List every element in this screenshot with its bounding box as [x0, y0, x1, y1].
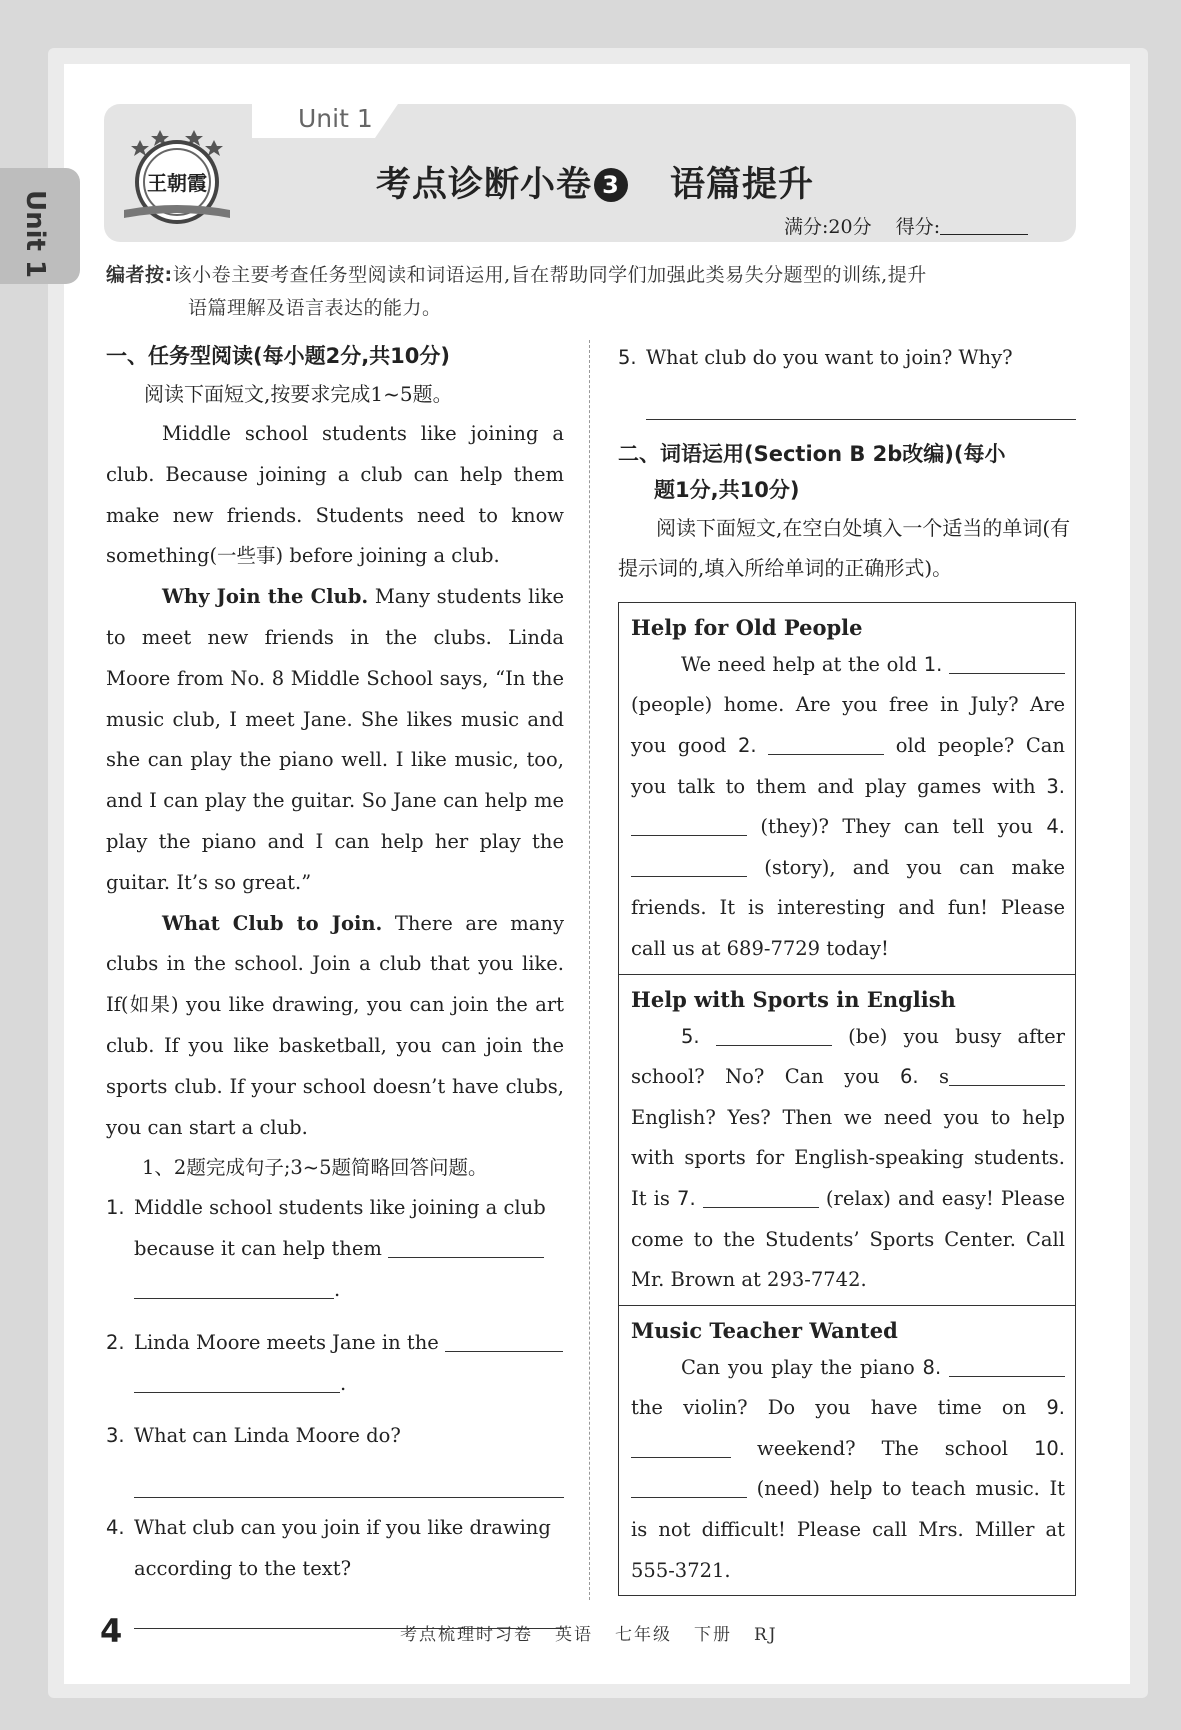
passage-para-3: What Club to Join. There are many clubs in the school. Join a club that you like. If(如果) you like drawing, you can join the art club. If you like basketball, you can join the sports club. If your school doesn’t have clubs, you can start a club.: [106, 911, 564, 1139]
answer-blank-1a[interactable]: [388, 1238, 544, 1258]
question-2-cont: .: [106, 1364, 564, 1405]
blank-1[interactable]: [949, 654, 1065, 674]
question-3: 3. What can Linda Moore do?: [106, 1424, 401, 1448]
question-5: 5. What club do you want to join? Why?: [618, 346, 1013, 369]
ad-old-people-title: Help for Old People: [631, 614, 863, 640]
editor-note: 编者按:该小卷主要考查任务型阅读和词语运用,旨在帮助同学们加强此类易失分题型的训练,提升 语篇理解及语言表达的能力。: [106, 264, 927, 319]
section2-title-cont: 题1分,共10分): [654, 477, 800, 502]
question-2: 2. Linda Moore meets Jane in the: [106, 1323, 564, 1364]
ad-old-people: [619, 603, 1075, 974]
unit-label: Unit 1: [298, 104, 373, 133]
blank-8[interactable]: [949, 1357, 1065, 1377]
passage-para-1: Middle school students like joining a club. Because joining a club can help them make new friends. Students need to know something(一些事) before joining a club.: [106, 422, 564, 568]
score-blank[interactable]: [940, 215, 1028, 235]
left-column: [106, 338, 564, 1629]
answer-line-3[interactable]: [134, 1497, 564, 1498]
section2-title: 二、词语运用(Section B 2b改编)(每小: [618, 441, 1006, 466]
blank-6[interactable]: [949, 1066, 1065, 1086]
ad-music-title: Music Teacher Wanted: [631, 1317, 898, 1343]
passage-para-2: Why Join the Club. Many students like to meet new friends in the clubs. Linda Moore from No. 8 Middle School says, “In the music club, I meet Jane. She likes music and she can play the piano well. I like music, too, and I can play the guitar. So Jane can help me play the piano and I can help her play the guitar. It’s so great.”: [106, 585, 565, 894]
answer-blank-2b[interactable]: [134, 1373, 340, 1393]
title-number-badge: 3: [594, 168, 628, 202]
note-label: 编者按:: [106, 264, 173, 286]
logo-text: 王朝霞: [147, 171, 207, 195]
section1-instruction: 阅读下面短文,按要求完成1~5题。: [144, 382, 453, 406]
ad-sports-title: Help with Sports in English: [631, 986, 956, 1012]
section2-instruction: 阅读下面短文,在空白处填入一个适当的单词(有提示词的,填入所给单词的正确形式)。: [618, 515, 1071, 580]
side-unit-label: Unit 1: [20, 190, 50, 279]
ad-old-people-text: We need help at the old 1. (people) home. Are you free in July? Are you good 2. old people? Can you talk to them and play games with 3. (they)? They can tell you 4. (story), and you can make friends. It is interesting and fun! Please call us at 689-7729 today!: [631, 652, 1065, 960]
question-4: 4. What club can you join if you like drawing according to the text?: [106, 1516, 551, 1580]
question-instruction: 1、2题完成句子;3~5题简略回答问题。: [142, 1156, 488, 1180]
ad-music-teacher: [619, 1305, 1075, 1596]
question-1-cont: .: [106, 1270, 564, 1311]
column-divider: [589, 340, 590, 1600]
question-1: 1. Middle school students like joining a club because it can help them: [106, 1196, 546, 1261]
blank-10[interactable]: [631, 1478, 747, 1498]
blank-2[interactable]: [768, 735, 884, 755]
blank-7[interactable]: [703, 1188, 819, 1208]
answer-blank-1b[interactable]: [134, 1279, 334, 1299]
page-number: 4: [100, 1612, 123, 1650]
blank-5[interactable]: [716, 1026, 832, 1046]
answer-blank-2a[interactable]: [445, 1332, 563, 1352]
blank-3[interactable]: [631, 816, 747, 836]
footer-info: 考点梳理时习卷 英语 七年级 下册 RJ: [400, 1625, 778, 1645]
ads-box: [618, 602, 1076, 1596]
blank-9[interactable]: [631, 1438, 731, 1458]
brand-logo: [118, 122, 236, 226]
right-column: [618, 338, 1076, 1596]
blank-4[interactable]: [631, 857, 747, 877]
score-line: 满分:20分 得分:: [784, 212, 1028, 239]
ad-sports-text: 5. (be) you busy after school? No? Can you 6. s English? Yes? Then we need you to help with sports for English-speaking students. It is 7. (relax) and easy! Please come to the Students’ Sports Center. Call Mr. Brown at 293-7742.: [631, 1024, 1066, 1292]
page-title: 考点诊断小卷 3 语篇提升: [376, 165, 815, 205]
side-unit-tab: [0, 168, 80, 284]
ad-sports-english: [619, 974, 1075, 1305]
ad-music-text: Can you play the piano 8. the violin? Do you have time on 9. weekend? The school 10. (need) help to teach music. It is not difficult! Please call Mrs. Miller at 555-3721.: [631, 1355, 1065, 1582]
section1-title: 一、任务型阅读(每小题2分,共10分): [106, 344, 451, 368]
